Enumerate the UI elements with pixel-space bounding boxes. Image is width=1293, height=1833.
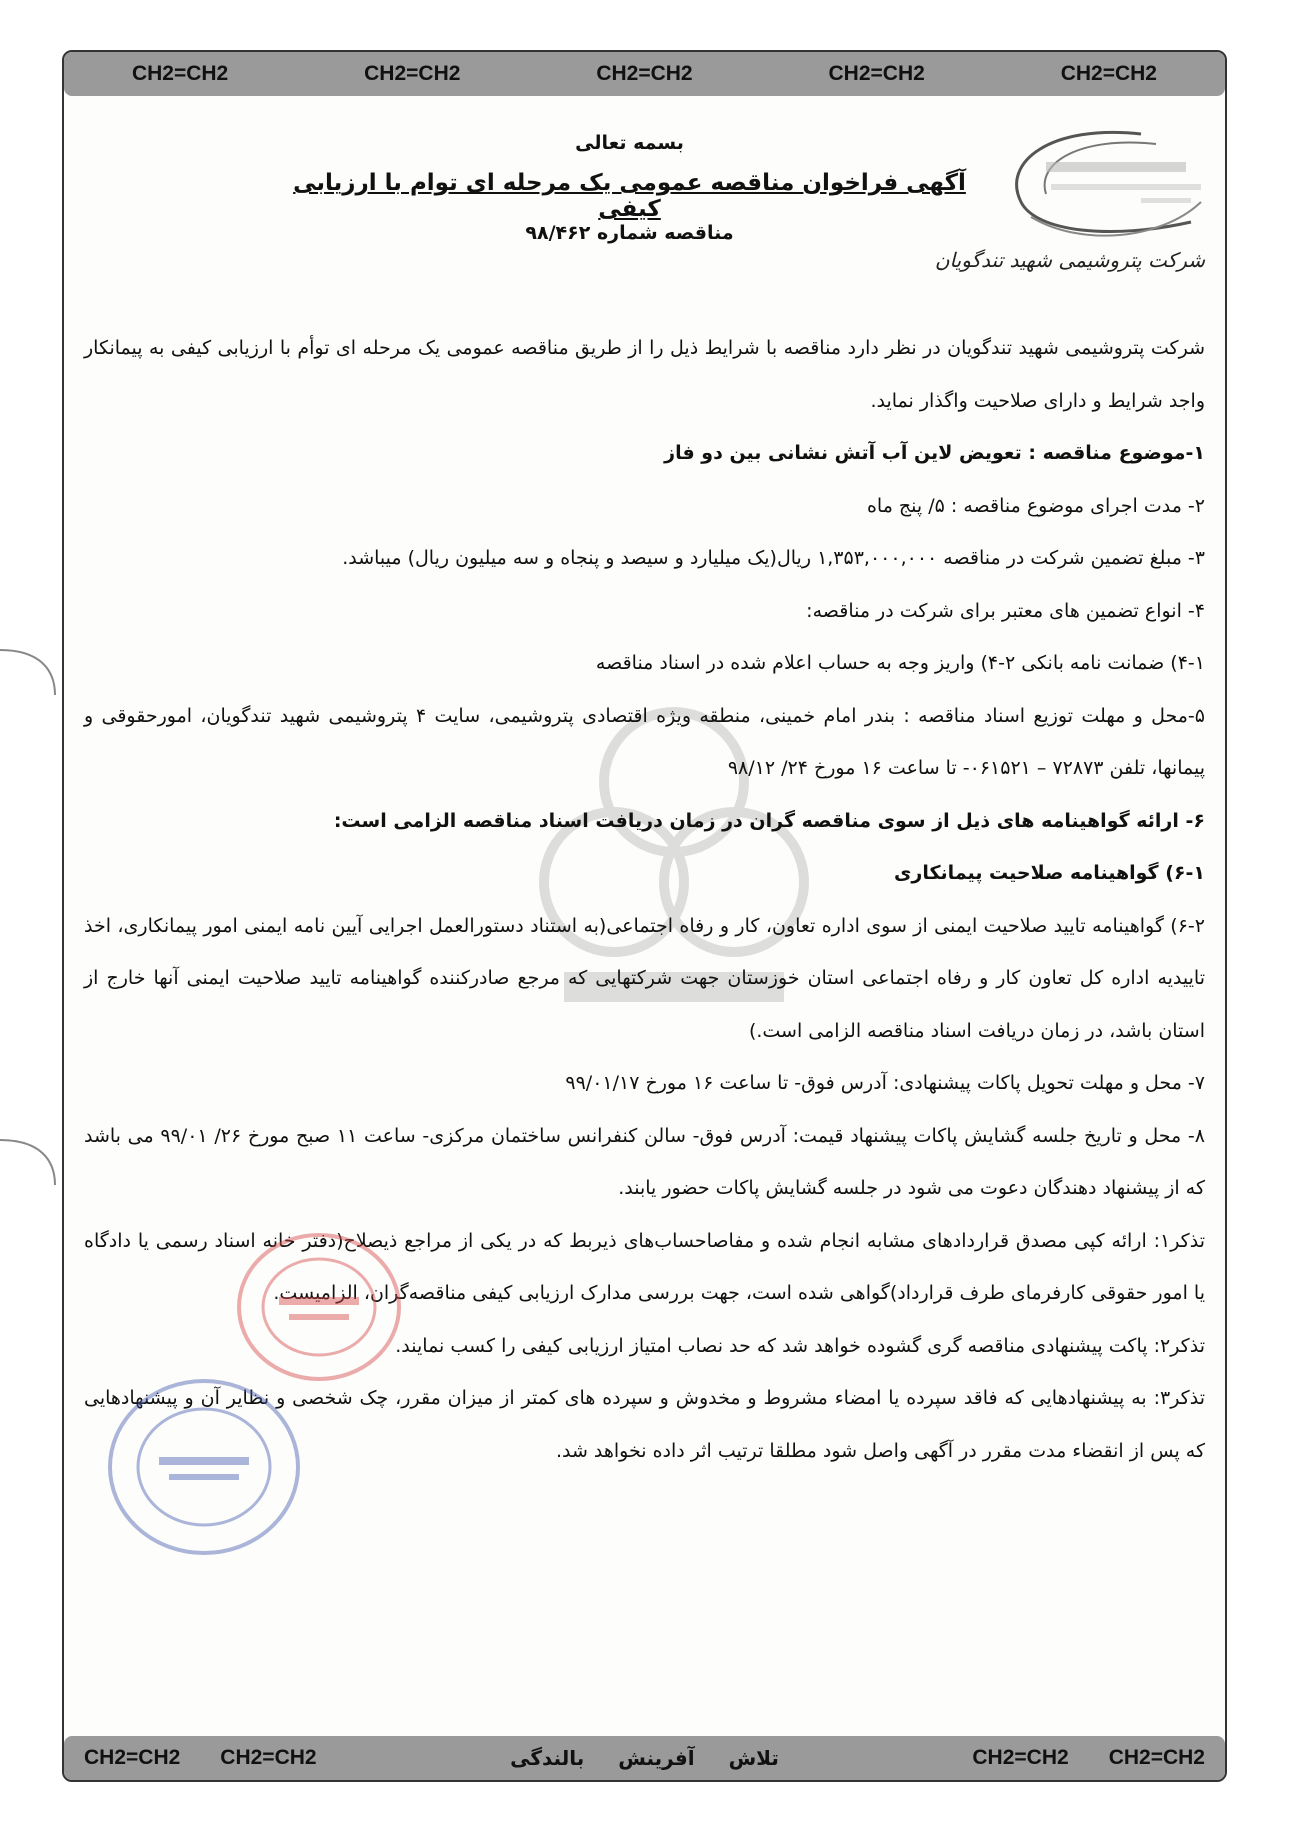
clause-certificate-safety: ۶-۲) گواهینامه تایید صلاحیت ایمنی از سوی اداره تعاون، کار و رفاه اجتماعی(به استناد دستورالعمل اجرایی آیین نامه ایمنی امور پیمانکاری، اخذ تاییدیه اداره کل تعاون کار و رفاه اجتماعی استان خوزستان جهت شرکتهایی که مرجع صادرکننده گواهینامه تایید صلاحیت ایمنی آنها خارج از استان باشد، در زمان دریافت اسناد مناقصه الزامی است.) [84,914,1205,1042]
blue-stamp-icon [104,1372,304,1562]
notice-page [62,50,1227,1782]
clause-certificates: ۶- ارائه گواهینامه های ذیل از سوی مناقصه گران در زمان دریافت اسناد مناقصه الزامی است: [333,809,1205,832]
clause-duration: ۲- مدت اجرای موضوع مناقصه : ۵/ پنج ماه [866,494,1205,517]
slogan [510,1746,779,1770]
band-formula: CH2=CH2 [131,62,229,85]
band-formula: CH2=CH2 [972,1746,1069,1769]
band-formula: CH2=CH2 [1108,1746,1205,1769]
note-3: تذکر۳: به پیشنهادهایی که فاقد سپرده یا امضاء مشروط و مخدوش و سپرده های کمتر از میزان مقرر، چک شخصی و نظایر آن و پیشنهادهایی که پس از انقضاء مدت مقرر در آگهی واصل شود مطلقا ترتیب اثر داده نخواهد شد. [84,1387,1205,1462]
clause-opening-session: ۸- محل و تاریخ جلسه گشایش پاکات پیشنهاد قیمت: آدرس فوق- سالن کنفرانس ساختمان مرکزی- ساعت ۱۱ صبح مورخ ۲۶/ ۹۹/۰۱ می باشد که از پیشنهاد دهندگان دعوت می شود در جلسه گشایش پاکات حضور یابند. [84,1124,1205,1199]
top-band [64,52,1225,96]
clause-guarantee-options: ۴-۱) ضمانت نامه بانکی ۲-۴) واریز وجه به حساب اعلام شده در اسناد مناقصه [595,652,1205,674]
clause-guarantee-types: ۴- انواع تضمین های معتبر برای شرکت در مناقصه: [806,599,1205,622]
slogan-word: تلاش [728,1746,779,1770]
tender-number: مناقصه شماره ۹۸/۴۶۲ [525,222,734,244]
company-logo-icon [991,122,1211,252]
punch-hole-icon [0,640,60,700]
band-formula: CH2=CH2 [828,62,925,85]
slogan-word: بالندگی [510,1746,585,1770]
notice-title: آگهی فراخوان مناقصه عمومی یک مرحله ای توام با ارزیابی کیفی [293,170,966,222]
note-2: تذکر۲: پاکت پیشنهادی مناقصه گری گشوده خواهد شد که حد نصاب امتیاز ارزیابی کیفی را کسب نمایند. [395,1334,1205,1357]
clause-subject: ۱-موضوع مناقصه : تعویض لاین آب آتش نشانی بین دو فاز [664,442,1205,464]
clause-envelope-delivery: ۷- محل و مهلت تحویل پاکات پیشنهادی: آدرس فوق- تا ساعت ۱۶ مورخ ۹۹/۰۱/۱۷ [565,1072,1205,1094]
bottom-band-left [84,1746,317,1770]
band-formula: CH2=CH2 [1060,62,1157,85]
punch-hole-icon [0,1130,60,1190]
red-stamp-icon [234,1222,404,1392]
note-1: تذکر۱: ارائه کپی مصدق قراردادهای مشابه انجام شده و مفاصاحساب‌های ذیربط که در یکی از مراجع ذیصلاح(دفتر خانه اسناد رسمی یا دادگاه یا امور حقوقی کارفرمای طرف قرارداد)گواهی شده است، جهت بررسی مدارک ارزیابی کیفی مناقصه‌گران، الزامیست. [84,1229,1205,1304]
bottom-band [64,1736,1225,1780]
band-formula: CH2=CH2 [84,1746,181,1769]
clause-guarantee-amount: ۳- مبلغ تضمین شرکت در مناقصه ۱,۳۵۳,۰۰۰,۰۰۰ ریال(یک میلیارد و سیصد و پنجاه و سه میلیون ریال) میباشد. [342,547,1205,569]
basmala: بسمه تعالی [575,132,684,154]
band-formula: CH2=CH2 [364,62,461,85]
intro-paragraph: شرکت پتروشیمی شهید تندگویان در نظر دارد مناقصه با شرایط ذیل را از طریق مناقصه عمومی یک مرحله ای توأم با ارزیابی کیفی به پیمانکار واجد شرایط و دارای صلاحیت واگذار نماید. [84,337,1205,412]
company-signature: شرکت پتروشیمی شهید تندگویان [934,248,1205,272]
clause-certificate-contractor: ۶-۱) گواهینامه صلاحیت پیمانکاری [894,862,1205,884]
band-formula: CH2=CH2 [220,1746,317,1769]
band-formula: CH2=CH2 [596,62,693,85]
clause-document-distribution: ۵-محل و مهلت توزیع اسناد مناقصه : بندر امام خمینی، منطقه ویژه اقتصادی پتروشیمی، سایت ۴ پتروشیمی شهید تندگویان، امورحقوقی و پیمانها، تلفن ۷۲۸۷۳ – ۰۶۱۵۲۱- تا ساعت ۱۶ مورخ ۲۴/ ۹۸/۱۲ [84,704,1205,779]
bottom-band-right [972,1746,1205,1770]
slogan-word: آفرینش [618,1746,695,1770]
